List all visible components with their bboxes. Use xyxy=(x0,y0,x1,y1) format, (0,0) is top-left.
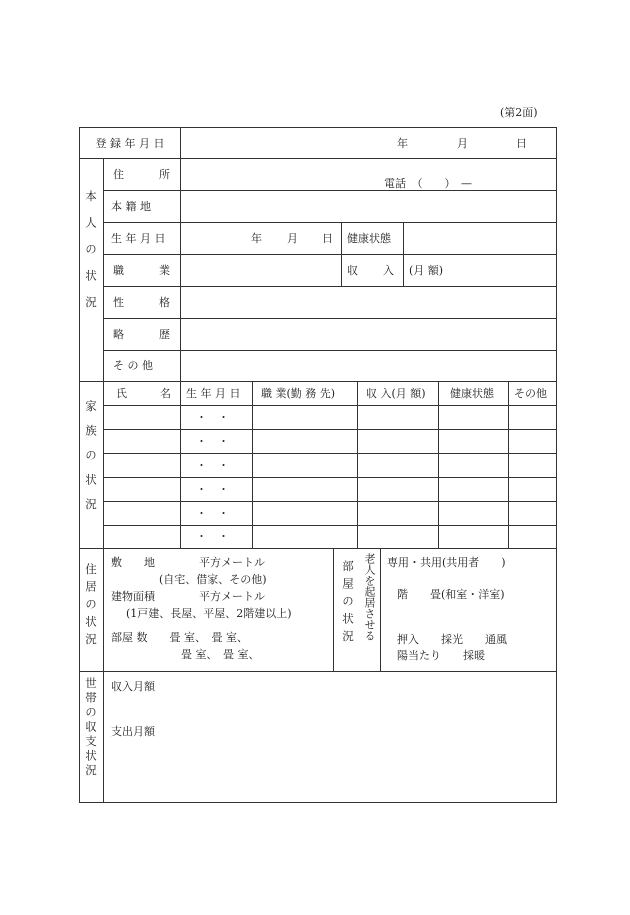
birth-label: 生 年 月 日 xyxy=(111,232,166,245)
housing-rooms-2: 畳 室、 畳 室、 xyxy=(181,648,260,661)
room-conditions-1: 押入 採光 通風 xyxy=(397,633,507,646)
job-label-a: 職 xyxy=(113,264,124,277)
family-row-1-birth: ・ ・ xyxy=(196,411,229,424)
family-row-2-birth: ・ ・ xyxy=(196,435,229,448)
housing-ownership: (自宅、借家、その他) xyxy=(159,573,267,586)
housing-building-area: 建物面積 平方メートル xyxy=(111,590,265,603)
honnin-side-label: 本人の状況 xyxy=(84,190,98,323)
family-row-4-birth: ・ ・ xyxy=(196,483,229,496)
family-income-header: 収 入(月 額) xyxy=(366,387,426,400)
address-phone: 電話 （ ） — xyxy=(384,177,472,190)
history-label-a: 略 xyxy=(113,328,124,341)
family-birth-header: 生 年 月 日 xyxy=(186,387,241,400)
reg-date-year: 年 xyxy=(397,137,408,150)
honseki-label: 本 籍 地 xyxy=(111,200,151,213)
family-job-header: 職 業(勤 務 先) xyxy=(261,387,336,400)
birth-year: 年 xyxy=(251,232,262,245)
personality-label-b: 格 xyxy=(159,296,170,309)
personality-label-a: 性 xyxy=(113,296,124,309)
income-label-a: 収 xyxy=(347,264,358,277)
address-label-b: 所 xyxy=(159,168,170,181)
family-health-header: 健康状態 xyxy=(450,387,494,400)
address-label-a: 住 xyxy=(113,168,124,181)
reg-date-month: 月 xyxy=(457,137,468,150)
heya-side-label: 部屋の状況 xyxy=(341,560,355,648)
housing-building-type: (1戸建、長屋、平屋、2階建以上) xyxy=(126,607,292,620)
income-label-b: 入 xyxy=(383,264,394,277)
reg-date-label: 登 録 年 月 日 xyxy=(95,137,165,150)
other-label: そ の 他 xyxy=(113,359,153,372)
jukyo-side-label: 住居の状況 xyxy=(84,563,98,651)
room-conditions-2: 陽当たり 採暖 xyxy=(397,649,485,662)
health-label: 健康状態 xyxy=(347,232,391,245)
reg-date-day: 日 xyxy=(516,137,527,150)
room-floor-type: 階 畳(和室・洋室) xyxy=(397,588,505,601)
job-label-b: 業 xyxy=(159,264,170,277)
birth-day: 日 xyxy=(322,232,333,245)
history-label-b: 歴 xyxy=(159,328,170,341)
page-label: (第2面) xyxy=(500,106,538,119)
family-row-6-birth: ・ ・ xyxy=(196,530,229,543)
family-row-3-birth: ・ ・ xyxy=(196,459,229,472)
room-usage: 専用・共用(共用者 ) xyxy=(387,556,506,569)
housing-site-area: 敷 地 平方メートル xyxy=(111,556,265,569)
kazoku-side-label: 家族の状況 xyxy=(84,400,98,523)
family-name-header-a: 氏 xyxy=(116,387,127,400)
household-expense-label: 支出月額 xyxy=(111,725,155,738)
family-other-header: その他 xyxy=(514,387,547,400)
heya-side-label-2: 老人を起居させる xyxy=(363,553,376,641)
household-income-label: 収入月額 xyxy=(111,680,155,693)
family-name-header-b: 名 xyxy=(160,387,171,400)
form-border xyxy=(80,128,557,803)
setai-side-label: 世帯の収支状況 xyxy=(84,677,98,779)
family-row-5-birth: ・ ・ xyxy=(196,507,229,520)
birth-month: 月 xyxy=(287,232,298,245)
housing-rooms-1: 部屋 数 畳 室、 畳 室、 xyxy=(111,631,248,644)
income-monthly: (月 額) xyxy=(409,264,444,277)
